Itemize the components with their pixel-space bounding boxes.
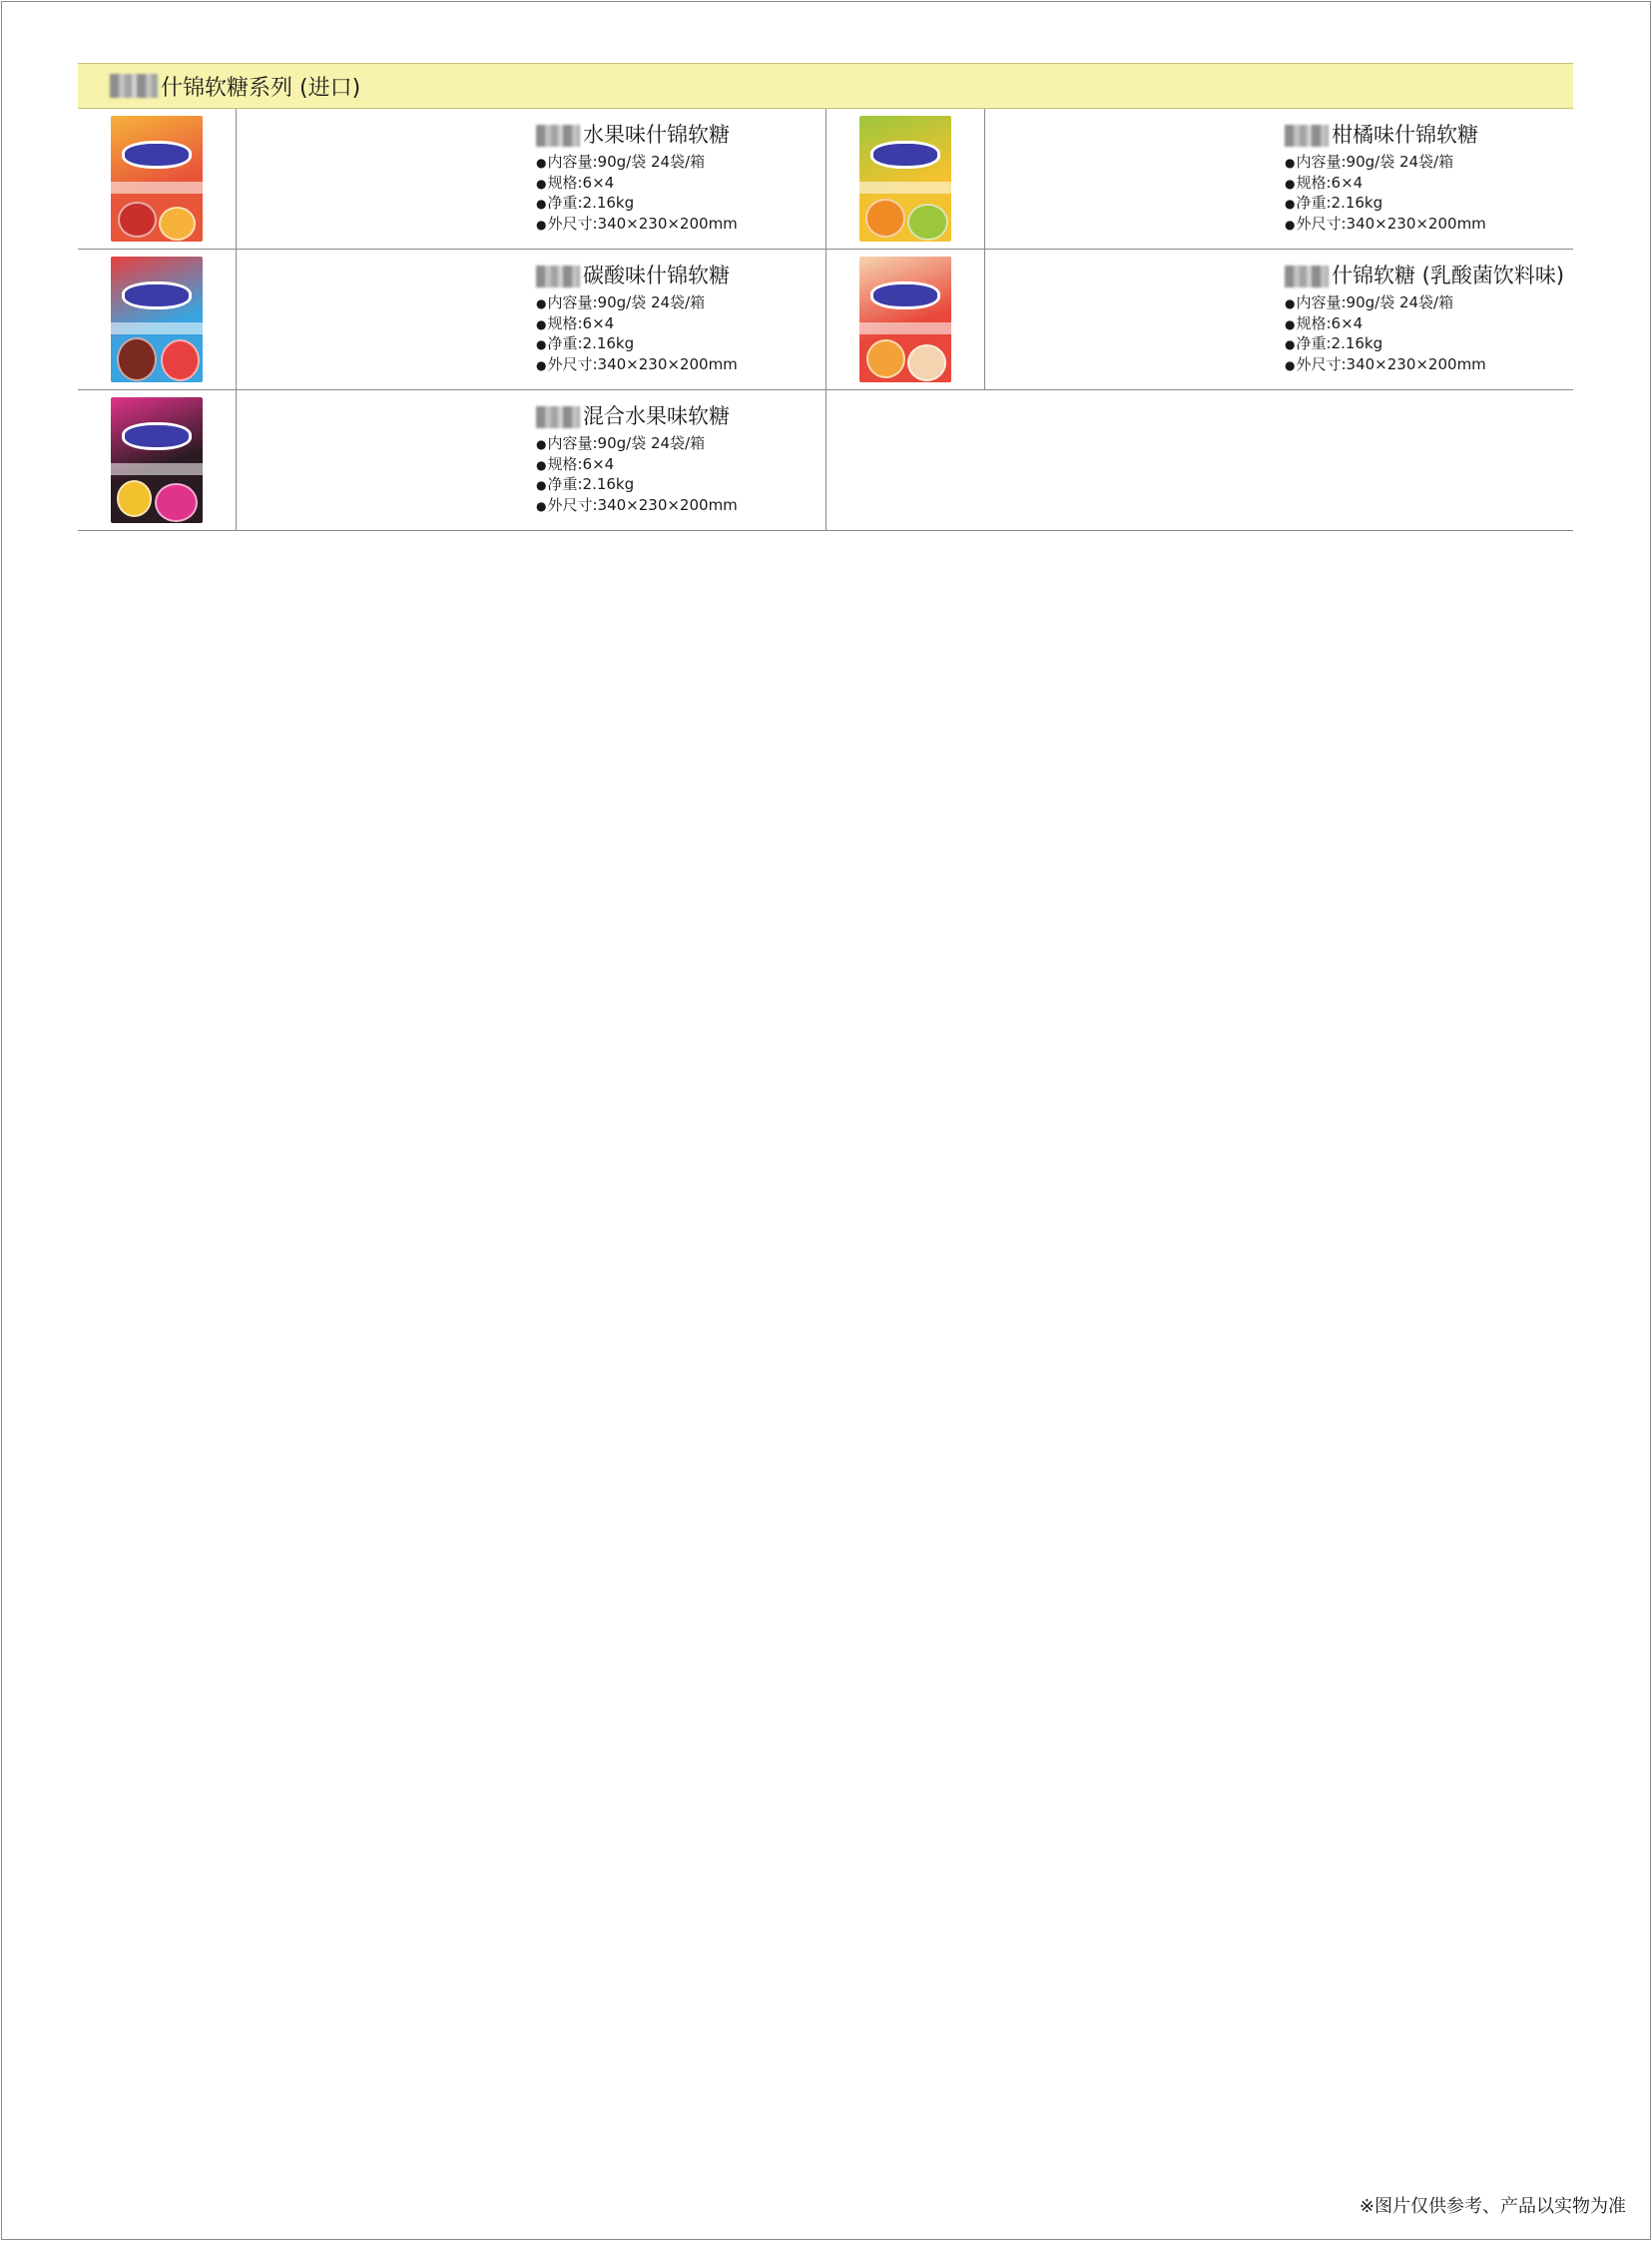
table-row (78, 250, 1573, 390)
product-package-image (859, 116, 951, 242)
spec-item: ● 内容量:90g/袋 24袋/箱 (1285, 153, 1486, 174)
candy-icon (117, 337, 158, 381)
product-image-cell (78, 250, 237, 389)
package-band (111, 463, 203, 476)
product-info (237, 390, 826, 530)
product-info (237, 250, 826, 389)
spec-item: ● 净重:2.16kg (1285, 334, 1564, 355)
product-name-text: 水果味什锦软糖 (583, 123, 730, 147)
spec-list (536, 434, 738, 516)
product-info (985, 109, 1573, 249)
product-cell (78, 250, 826, 389)
spec-item: ● 净重:2.16kg (536, 475, 738, 496)
product-cell (826, 109, 1573, 249)
spec-list (1285, 153, 1486, 235)
product-name (536, 121, 738, 149)
product-image-cell (78, 109, 237, 249)
disclaimer-note: ※图片仅供参考、产品以实物为准 (1359, 2196, 1626, 2217)
spec-item: ● 内容量:90g/袋 24袋/箱 (536, 153, 738, 174)
candy-icon (866, 339, 905, 378)
product-name-text: 碳酸味什锦软糖 (583, 264, 730, 287)
brand-logo-blurred (110, 74, 158, 98)
product-info (985, 250, 1573, 389)
spec-item: ● 净重:2.16kg (536, 194, 738, 215)
spec-list (1285, 293, 1564, 375)
candy-icon (117, 480, 152, 517)
product-package-image (111, 257, 203, 382)
spec-item: ● 外尺寸:340×230×200mm (1285, 355, 1564, 376)
brand-name-blurred (536, 406, 580, 428)
spec-item: ● 外尺寸:340×230×200mm (1285, 215, 1486, 236)
brand-name-blurred (1285, 266, 1329, 287)
table-row (78, 109, 1573, 250)
product-name (536, 262, 738, 289)
product-cell (78, 390, 826, 530)
spec-item: ● 内容量:90g/袋 24袋/箱 (1285, 293, 1564, 314)
package-band (111, 322, 203, 335)
product-name-text: 混合水果味软糖 (583, 404, 730, 428)
candy-icon (159, 207, 196, 241)
spec-item: ● 外尺寸:340×230×200mm (536, 355, 738, 376)
package-band (859, 322, 951, 335)
package-band (111, 182, 203, 195)
spec-item: ● 外尺寸:340×230×200mm (536, 215, 738, 236)
candy-icon (907, 344, 946, 381)
table-row (78, 390, 1573, 531)
spec-item: ● 净重:2.16kg (1285, 194, 1486, 215)
candy-icon (907, 204, 948, 241)
product-name (1285, 262, 1564, 289)
spec-item: ● 规格:6×4 (536, 455, 738, 476)
product-info (237, 109, 826, 249)
candy-icon (865, 199, 906, 238)
package-logo-icon (870, 141, 940, 169)
empty-cell (826, 390, 1573, 530)
product-catalog (78, 63, 1573, 531)
brand-name-blurred (536, 125, 580, 147)
package-logo-icon (122, 141, 192, 169)
candy-icon (161, 339, 200, 381)
brand-name-blurred (1285, 125, 1329, 147)
package-band (859, 182, 951, 195)
product-package-image (111, 397, 203, 523)
candy-icon (155, 483, 198, 522)
brand-name-blurred (536, 266, 580, 287)
product-cell (826, 250, 1573, 389)
section-header (78, 63, 1573, 109)
spec-item: ● 净重:2.16kg (536, 334, 738, 355)
candy-icon (118, 202, 157, 239)
spec-item: ● 规格:6×4 (1285, 314, 1564, 335)
spec-list (536, 293, 738, 375)
product-name-text: 柑橘味什锦软糖 (1332, 123, 1478, 147)
product-image-cell (826, 250, 985, 389)
spec-item: ● 外尺寸:340×230×200mm (536, 496, 738, 517)
spec-list (536, 153, 738, 235)
product-package-image (859, 257, 951, 382)
spec-item: ● 内容量:90g/袋 24袋/箱 (536, 434, 738, 455)
product-cell (78, 109, 826, 249)
section-title: 什锦软糖系列 (进口) (161, 75, 361, 101)
spec-item: ● 内容量:90g/袋 24袋/箱 (536, 293, 738, 314)
package-logo-icon (870, 281, 940, 309)
package-logo-icon (122, 281, 192, 309)
product-image-cell (78, 390, 237, 530)
package-logo-icon (122, 422, 192, 450)
product-name (1285, 121, 1486, 149)
product-name (536, 402, 738, 430)
product-package-image (111, 116, 203, 242)
product-name-text: 什锦软糖 (乳酸菌饮料味) (1332, 264, 1565, 287)
spec-item: ● 规格:6×4 (536, 314, 738, 335)
spec-item: ● 规格:6×4 (536, 174, 738, 195)
product-image-cell (826, 109, 985, 249)
spec-item: ● 规格:6×4 (1285, 174, 1486, 195)
